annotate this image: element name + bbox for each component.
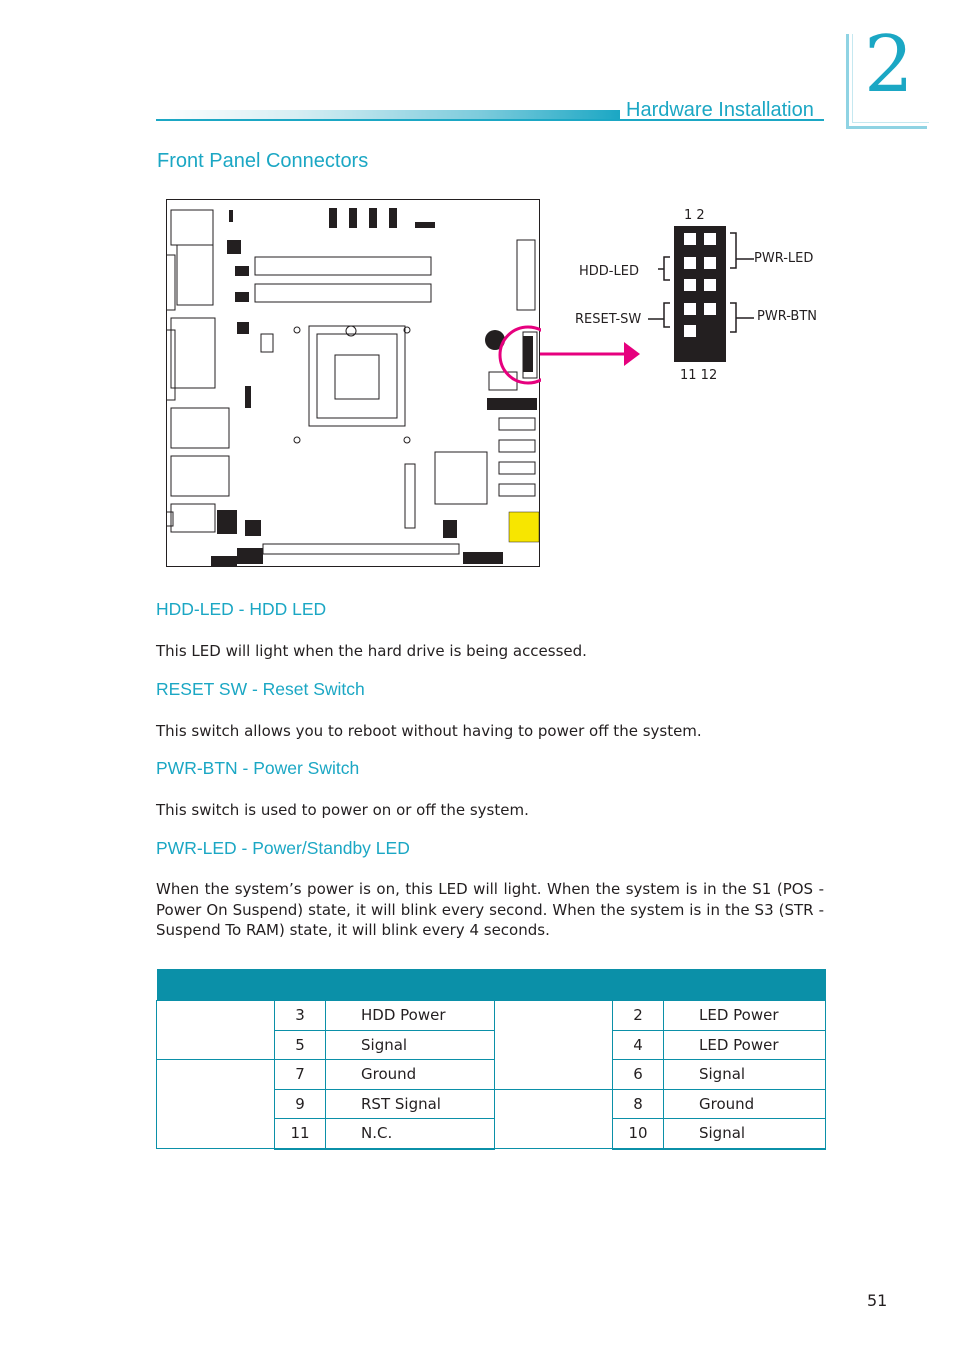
hdd-led-bracket: [664, 257, 670, 280]
table-row: [157, 1060, 826, 1090]
hdd-led-label: HDD-LED: [579, 264, 639, 279]
pwr-btn-text: This switch is used to power on or off the system.: [156, 801, 529, 819]
dimm-slot-2: [255, 284, 431, 302]
battery-holder: [489, 372, 517, 390]
chapter-number: 2: [864, 20, 914, 110]
motherboard-illustration: [166, 199, 540, 567]
pwr-btn-bracket: [730, 303, 736, 332]
pwr-led-bracket: [730, 233, 736, 268]
pin-signal: HDD Power: [326, 1001, 495, 1031]
sata-port-2: [499, 440, 535, 452]
reset-sw-heading: RESET SW - Reset Switch: [156, 679, 365, 699]
pwr-led-text: When the system’s power is on, this LED will light. When the system is in the S1 (POS - Power On Suspend) state, it will blink every second. When the system is in the S3 (STR - Suspend To RAM) state, it will blink every 4 seconds.: [156, 880, 824, 939]
pin-number: 8: [612, 1089, 663, 1119]
dimm-slot-1: [255, 257, 431, 275]
pin-signal: LED Power: [663, 1030, 825, 1060]
pin-number: 4: [612, 1030, 663, 1060]
highlight-circle: [500, 327, 541, 383]
lpc-header: [405, 464, 415, 528]
pin-number: 7: [275, 1060, 326, 1090]
pwr-btn-label: PWR-BTN: [757, 309, 818, 324]
table-group-cell: [494, 1089, 612, 1149]
io-port-audio: [171, 504, 215, 532]
page-number: 51: [867, 1291, 888, 1310]
pin-number: 2: [612, 1001, 663, 1031]
chipset: [435, 452, 487, 504]
pin-numbers-top: 1 2: [684, 208, 705, 223]
pin-header-drawing: [560, 200, 850, 390]
pwr-btn-heading: PWR-BTN - Power Switch: [156, 758, 360, 778]
hdd-led-heading: HDD-LED - HDD LED: [156, 599, 327, 619]
pin-signal: LED Power: [663, 1001, 825, 1031]
cpu-socket-inner: [317, 334, 397, 418]
io-port-usb: [171, 210, 213, 245]
table-group-cell: [157, 1001, 275, 1060]
pin-signal: RST Signal: [326, 1089, 495, 1119]
motherboard-drawing: [167, 200, 541, 568]
pin-signal: Signal: [663, 1060, 825, 1090]
pin-number: 6: [612, 1060, 663, 1090]
pwr-led-heading: PWR-LED - Power/Standby LED: [156, 838, 410, 858]
io-port-lan2: [171, 456, 229, 496]
io-port-lan1: [171, 408, 229, 448]
pin-assignment-table: [156, 969, 826, 1150]
pin-signal: Signal: [663, 1119, 825, 1149]
cpu-socket-core: [335, 355, 379, 399]
cpu-socket: [309, 326, 405, 426]
pin-numbers-bottom: 11 12: [680, 368, 718, 383]
pin-number: 5: [275, 1030, 326, 1060]
reset-sw-bracket: [664, 303, 670, 327]
pin-signal: N.C.: [326, 1119, 495, 1149]
battery-base: [487, 398, 537, 410]
sata-port-3: [499, 462, 535, 474]
pin-number: 11: [275, 1119, 326, 1149]
pin-signal: Ground: [663, 1089, 825, 1119]
io-port-audio-edge: [167, 512, 173, 526]
table-group-cell: [494, 1001, 612, 1090]
io-port-vga-edge: [167, 255, 175, 310]
page-heading: Front Panel Connectors: [157, 150, 369, 172]
reset-sw-label: RESET-SW: [575, 312, 642, 327]
table-header-row: [157, 969, 826, 1001]
pin-signal: Ground: [326, 1060, 495, 1090]
pin-number: 9: [275, 1089, 326, 1119]
gpio-header: [509, 512, 539, 542]
front-panel-pins: [523, 336, 533, 372]
pin-number: 3: [275, 1001, 326, 1031]
hdd-led-text: This LED will light when the hard drive is being accessed.: [156, 642, 587, 660]
reset-sw-text: This switch allows you to reboot without having to power off the system.: [156, 722, 702, 740]
pin-header-body: [674, 226, 726, 362]
io-port-vga: [177, 245, 213, 305]
table-row: [157, 1001, 826, 1031]
pin-header-diagram: [560, 200, 850, 390]
sata-port-4: [499, 484, 535, 496]
atx-power-connector: [517, 240, 535, 310]
pwr-led-label: PWR-LED: [754, 251, 814, 266]
pin-number: 10: [612, 1119, 663, 1149]
pin-signal: Signal: [326, 1030, 495, 1060]
table-header-band: [157, 969, 826, 1001]
pcie-slot: [263, 544, 459, 554]
io-port-dvi: [171, 318, 215, 388]
section-title: Hardware Installation: [626, 99, 814, 121]
sata-port-1: [499, 418, 535, 430]
table-group-cell: [157, 1060, 275, 1149]
